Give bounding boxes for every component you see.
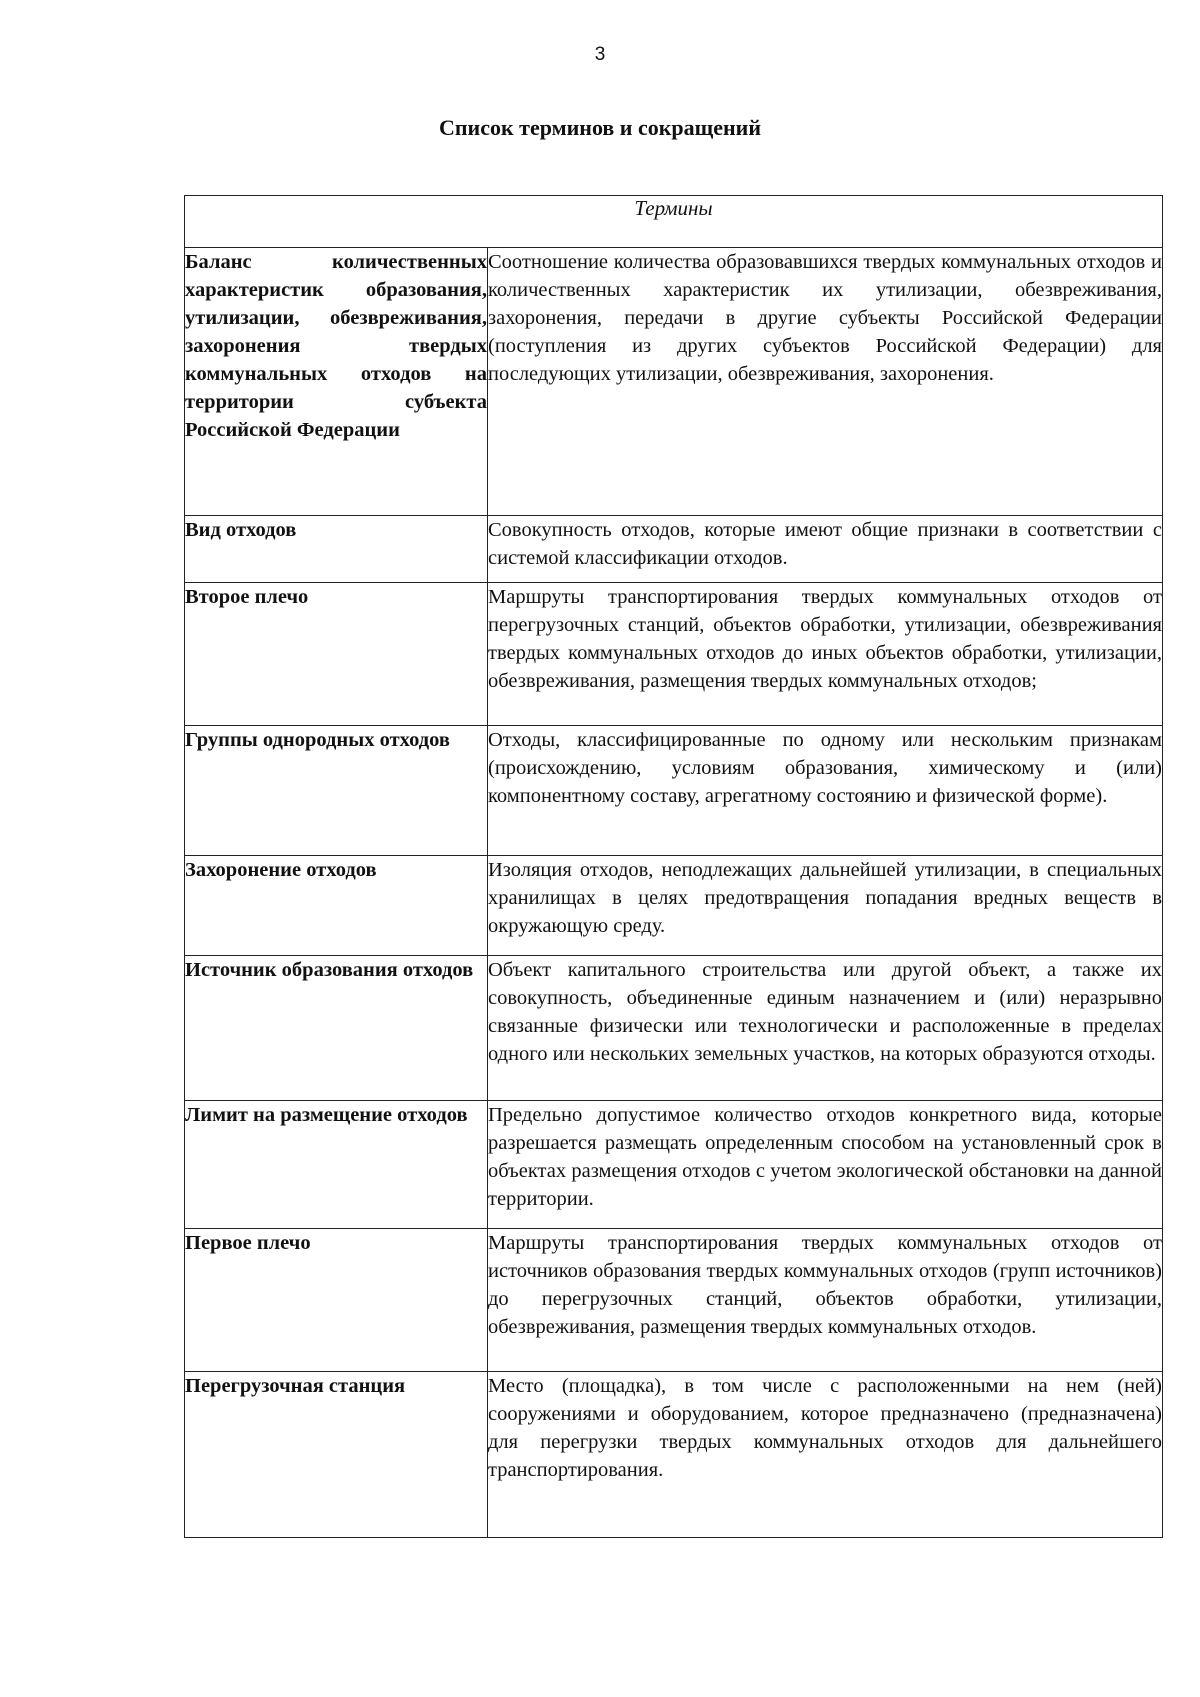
table-row [185, 248, 1163, 516]
definition-cell: Совокупность отходов, которые имеют общие признаки в соответствии с системой классификации отходов. [488, 516, 1163, 583]
table-row [185, 583, 1163, 726]
table-row [185, 1372, 1163, 1538]
terms-table [184, 195, 1163, 1538]
definition-cell: Соотношение количества образовавшихся твердых коммунальных отходов и количественных характеристик их утилизации, обезвреживания, захоронения, передачи в другие субъекты Российской Федерации (поступления из других субъектов Российской Федерации) для последующих утилизации, обезвреживания, захоронения. [488, 248, 1163, 516]
definition-cell: Маршруты транспортирования твердых коммунальных отходов от перегрузочных станций, объектов обработки, утилизации, обезвреживания твердых коммунальных отходов до иных объектов обработки, утилизации, обезвреживания, размещения твердых коммунальных отходов; [488, 583, 1163, 726]
definition-cell: Маршруты транспортирования твердых коммунальных отходов от источников образования твердых коммунальных отходов (групп источников) до перегрузочных станций, объектов обработки, утилизации, обезвреживания, размещения твердых коммунальных отходов. [488, 1229, 1163, 1372]
definition-cell: Изоляция отходов, неподлежащих дальнейшей утилизации, в специальных хранилищах в целях предотвращения попадания вредных веществ в окружающую среду. [488, 856, 1163, 956]
term-cell: Первое плечо [185, 1229, 488, 1372]
term-cell: Вид отходов [185, 516, 488, 583]
table-row [185, 726, 1163, 856]
term-cell: Перегрузочная станция [185, 1372, 488, 1538]
table-row [185, 1229, 1163, 1372]
term-cell: Баланс количественных характеристик образования, утилизации, обезвреживания, захоронения твердых коммунальных отходов на территории субъекта Российской Федерации [185, 248, 488, 516]
definition-cell: Объект капитального строительства или другой объект, а также их совокупность, объединенные единым назначением и (или) неразрывно связанные физически или технологически и расположенные в пределах одного или нескольких земельных участков, на которых образуются отходы. [488, 956, 1163, 1101]
page-number: 3 [594, 44, 606, 65]
term-cell: Захоронение отходов [185, 856, 488, 956]
document-title: Список терминов и сокращений [438, 115, 762, 140]
term-cell: Второе плечо [185, 583, 488, 726]
term-cell: Лимит на размещение отходов [185, 1101, 488, 1229]
table-row [185, 1101, 1163, 1229]
terms-section-header: Термины [185, 196, 1163, 248]
terms-section-header-row [185, 196, 1163, 248]
definition-cell: Предельно допустимое количество отходов конкретного вида, которые разрешается размещать определенным способом на установленный срок в объектах размещения отходов с учетом экологической обстановки на данной территории. [488, 1101, 1163, 1229]
table-row [185, 516, 1163, 583]
term-cell: Источник образования отходов [185, 956, 488, 1101]
definition-cell: Отходы, классифицированные по одному или нескольким признакам (происхождению, условиям образования, химическому и (или) компонентному составу, агрегатному состоянию и физической форме). [488, 726, 1163, 856]
table-row [185, 856, 1163, 956]
table-row [185, 956, 1163, 1101]
definition-cell: Место (площадка), в том числе с расположенными на нем (ней) сооружениями и оборудованием, которое предназначено (предназначена) для перегрузки твердых коммунальных отходов для дальнейшего транспортирования. [488, 1372, 1163, 1538]
term-cell: Группы однородных отходов [185, 726, 488, 856]
